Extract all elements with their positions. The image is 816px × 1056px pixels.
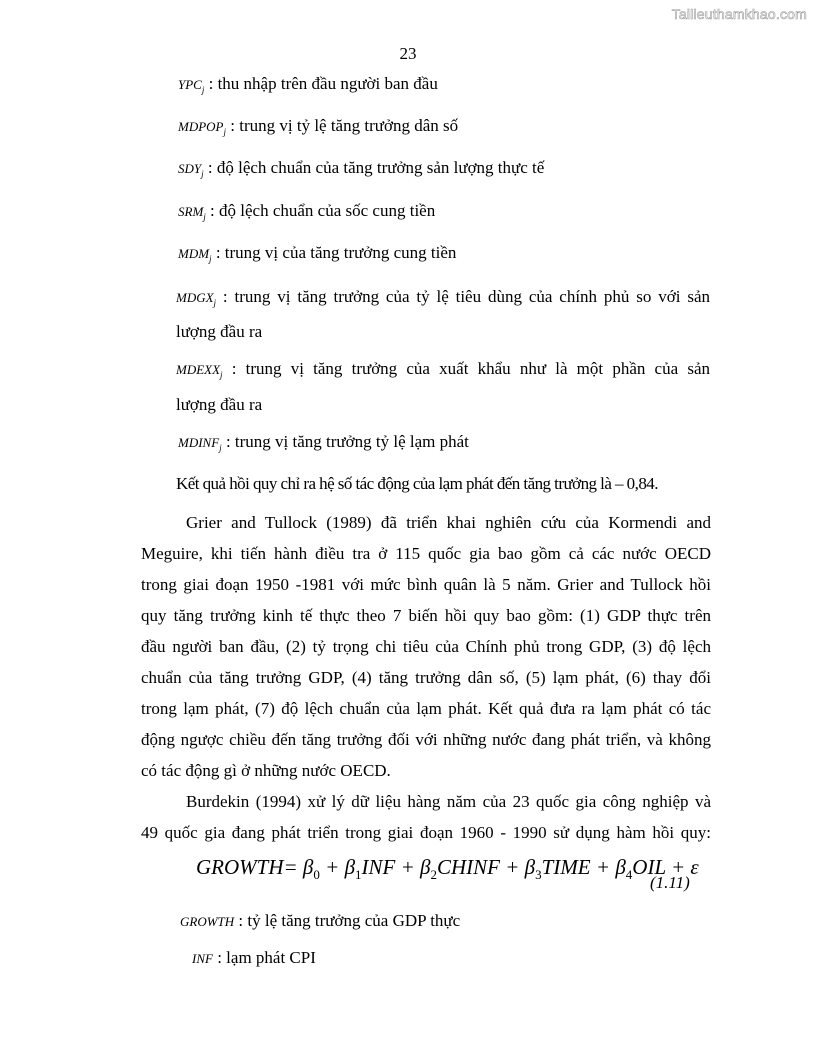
symbol: GROWTH xyxy=(180,914,235,929)
symbol: YPC xyxy=(178,77,202,92)
formula-coef: β xyxy=(420,855,431,879)
symbol: SDY xyxy=(178,161,202,176)
paragraph-line: Meguire, khi tiến hành điều tra ở 115 quốc gia bao gồm cả các nước OECD xyxy=(141,544,711,563)
watermark: Tailieuthamkhao.com xyxy=(671,6,807,22)
paragraph-line: trong lạm phát, (7) độ lệch chuẩn của lạm phát. Kết quả đưa ra lạm phát có tác xyxy=(141,699,711,718)
formula-lhs: GROWTH xyxy=(196,855,284,879)
definition-mdinf xyxy=(178,432,469,453)
formula-sub: 2 xyxy=(430,867,437,883)
formula-coef: β xyxy=(302,855,314,879)
subscript: j xyxy=(220,370,223,380)
page-number: 23 xyxy=(399,44,417,63)
definition-srm xyxy=(178,201,435,222)
symbol: MDINF xyxy=(178,435,220,450)
symbol: MDPOP xyxy=(178,119,224,134)
formula-coef: β xyxy=(615,855,626,879)
paragraph-line: Burdekin (1994) xử lý dữ liệu hàng năm của 23 quốc gia công nghiệp và xyxy=(186,792,711,811)
subscript: j xyxy=(201,169,204,179)
definition-ypc xyxy=(178,74,438,95)
paragraph-grier-tullock xyxy=(141,507,711,786)
formula-var: TIME xyxy=(541,855,591,879)
definition-growth xyxy=(180,911,460,931)
regression-formula: GROWTH= $\beta_0 + \beta_1INF$ + $\beta_2CHINF$ + $\beta_3TIME + \beta_4OIL + \varepsilon$ xyxy=(196,855,699,883)
formula-coef: β xyxy=(344,855,356,879)
definition-mdpop xyxy=(178,116,458,137)
equation-number: (1.11) xyxy=(650,873,690,892)
paragraph-line: Grier and Tullock (1989) đã triển khai nghiên cứu của Kormendi and xyxy=(186,513,711,532)
formula-var: INF xyxy=(361,855,396,879)
symbol: MDEXX xyxy=(176,362,221,377)
definition-mdgx-continuation: lượng đầu ra xyxy=(176,322,263,341)
definition-mdexx xyxy=(176,359,710,380)
subscript: j xyxy=(223,127,227,137)
definition-text: : lạm phát CPI xyxy=(212,948,316,967)
paragraph-burdekin xyxy=(141,786,711,848)
formula-sub: 0 xyxy=(313,867,320,883)
definition-text: : độ lệch chuẩn của tăng trưởng sản lượng thực tế xyxy=(203,158,545,177)
paragraph-line: trong giai đoạn 1950 -1981 với mức bình quân là 5 năm. Grier and Tullock hồi xyxy=(141,575,711,594)
definition-text: : thu nhập trên đầu người ban đầu xyxy=(204,74,438,93)
symbol: MDGX xyxy=(176,290,214,305)
definition-mdgx xyxy=(176,287,710,308)
formula-sub: 1 xyxy=(355,867,362,883)
paragraph-line: đầu người ban đầu, (2) tỷ trọng chi tiêu của Chính phủ trong GDP, (3) độ lệch xyxy=(141,637,711,656)
formula-var: OIL xyxy=(632,855,666,879)
paragraph-line: có tác động gì ở những nước OECD. xyxy=(141,761,391,780)
result-line: Kết quả hồi quy chỉ ra hệ số tác động của lạm phát đến tăng trưởng là – 0,84. xyxy=(176,474,658,493)
symbol: MDM xyxy=(178,246,210,261)
definition-text: : trung vị tăng trưởng của xuất khẩu như là một phần của sản xyxy=(222,359,710,378)
definition-inf xyxy=(192,948,316,968)
definition-text: : trung vị của tăng trưởng cung tiền xyxy=(211,243,457,262)
formula-sub: 4 xyxy=(625,867,633,883)
definition-text: : độ lệch chuẩn của sốc cung tiền xyxy=(205,201,436,220)
subscript: j xyxy=(219,443,222,453)
definition-mdm xyxy=(178,243,456,264)
formula-var: CHINF xyxy=(437,855,500,879)
paragraph-line: 49 quốc gia đang phát triển trong giai đoạn 1960 - 1990 sử dụng hàm hồi quy: xyxy=(141,823,711,842)
formula-error: ε xyxy=(690,855,699,879)
subscript: j xyxy=(213,298,217,308)
subscript: j xyxy=(209,254,212,264)
definition-mdexx-continuation: lượng đầu ra xyxy=(176,395,263,414)
definition-text: : tỷ lệ tăng trưởng của GDP thực xyxy=(234,911,461,930)
formula-coef: β xyxy=(524,855,536,879)
symbol: INF xyxy=(192,951,213,966)
definition-text: : trung vị tăng trưởng tỷ lệ lạm phát xyxy=(221,432,469,451)
definition-sdy xyxy=(178,158,544,179)
paragraph-line: quy tăng trưởng kinh tế thực theo 7 biến hồi quy bao gồm: (1) GDP thực trên xyxy=(141,606,711,625)
formula-sub: 3 xyxy=(535,867,542,883)
paragraph-line: động ngược chiều đến tăng trưởng đối với những nước đang phát triển, và không xyxy=(141,730,711,749)
definition-text: : trung vị tỷ lệ tăng trưởng dân số xyxy=(226,116,459,135)
subscript: j xyxy=(203,212,206,222)
definition-text: : trung vị tăng trưởng của tỷ lệ tiêu dùng của chính phủ so với sản xyxy=(216,287,710,306)
paragraph-line: chuẩn của tăng trưởng GDP, (4) tăng trưởng dân số, (5) lạm phát, (6) thay đổi xyxy=(141,668,711,687)
symbol: SRM xyxy=(178,204,204,219)
subscript: j xyxy=(201,85,205,95)
